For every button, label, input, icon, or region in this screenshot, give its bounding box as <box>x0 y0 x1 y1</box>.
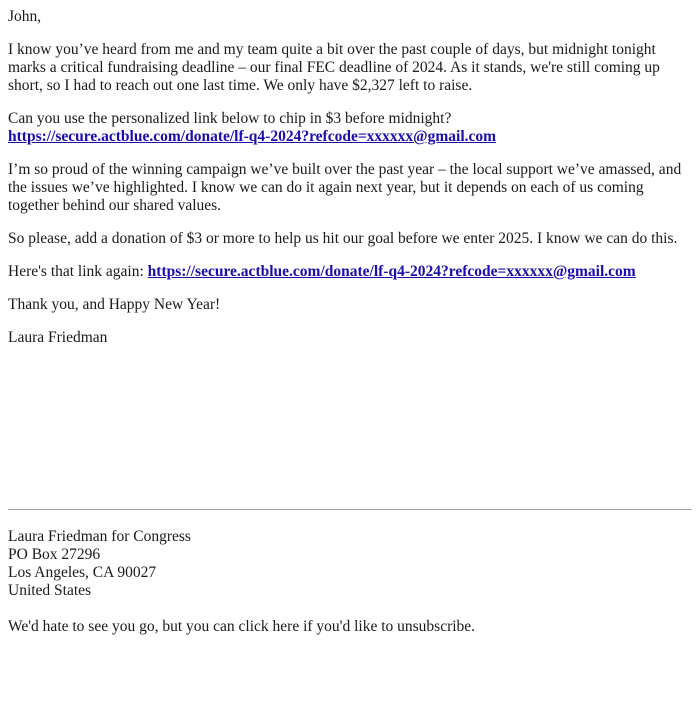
paragraph-goal: So please, add a donation of $3 or more to help us hit our goal before we enter 2025. I know we can do this. <box>8 230 678 247</box>
mailing-address <box>8 528 692 600</box>
footer <box>8 528 692 636</box>
footer-divider <box>8 509 692 510</box>
footer-org: Laura Friedman for Congress <box>8 528 191 545</box>
footer-country: United States <box>8 582 92 599</box>
link-again-text: Here's that link again: <box>8 263 148 280</box>
paragraph-deadline: I know you’ve heard from me and my team quite a bit over the past couple of days, but midnight tonight marks a critical fundraising deadline – our final FEC deadline of 2024. As it stands, we're still coming up short, so I had to reach out one last time. We only have $2,327 left to raise. <box>8 41 660 94</box>
greeting: John, <box>8 8 42 25</box>
paragraph-campaign: I’m so proud of the winning campaign we’ve built over the past year – the local support we’ve amassed, and the issues we’ve highlighted. I know we can do it again next year, but it depends on each of us coming together behind our shared values. <box>8 161 682 214</box>
unsubscribe-text[interactable]: We'd hate to see you go, but you can click here if you'd like to unsubscribe. <box>8 618 476 635</box>
chip-in-text: Can you use the personalized link below to chip in $3 before midnight? <box>8 110 452 127</box>
signature: Laura Friedman <box>8 329 108 346</box>
spacer <box>8 362 692 509</box>
paragraph-chip-in <box>8 110 692 146</box>
paragraph-thanks: Thank you, and Happy New Year! <box>8 296 221 313</box>
donate-link[interactable]: https://secure.actblue.com/donate/lf-q4-2024?refcode=xxxxxx@gmail.com <box>8 128 497 145</box>
donate-link-again[interactable]: https://secure.actblue.com/donate/lf-q4-2024?refcode=xxxxxx@gmail.com <box>147 263 636 280</box>
footer-city: Los Angeles, CA 90027 <box>8 564 157 581</box>
paragraph-link-again <box>8 263 692 281</box>
footer-po-box: PO Box 27296 <box>8 546 101 563</box>
